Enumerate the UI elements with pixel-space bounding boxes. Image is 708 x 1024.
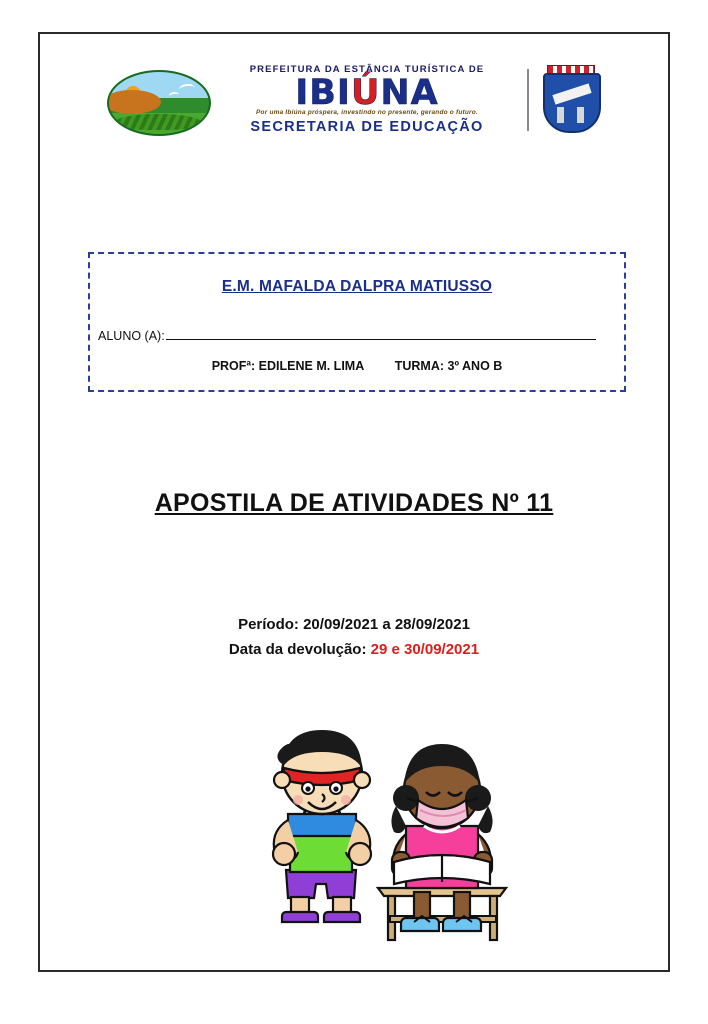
landscape-emblem-icon <box>107 64 207 136</box>
logo-text-block <box>217 62 517 138</box>
hill-shape <box>107 90 161 114</box>
bird-icon <box>178 83 195 95</box>
student-label: ALUNO (A): <box>98 329 165 343</box>
return-label: Data da devolução: <box>228 641 367 658</box>
prefeitura-logo <box>107 62 601 138</box>
shield-detail-1 <box>557 107 564 123</box>
period-value: 20/09/2021 a 28/09/2021 <box>303 616 470 633</box>
logo-slogan: Por uma Ibiúna próspera, investindo no presente, gerando o futuro. <box>256 109 478 116</box>
logo-city-accent: Ú <box>350 73 381 113</box>
coat-of-arms-icon <box>539 65 601 135</box>
school-info-box <box>88 252 626 392</box>
two-children-studying-illustration <box>228 702 528 952</box>
page-title: APOSTILA DE ATIVIDADES Nº 11 <box>154 489 554 517</box>
logo-top-line: PREFEITURA DA ESTÂNCIA TURÍSTICA DE <box>249 64 485 75</box>
logo-department: SECRETARIA DE EDUCAÇÃO <box>250 119 484 135</box>
school-name: E.M. MAFALDA DALPRA MATIUSSO <box>221 278 493 295</box>
document-header <box>40 62 668 138</box>
return-line <box>40 637 668 662</box>
logo-city-part1: IBI <box>295 73 351 113</box>
logo-city-part2: NA <box>380 73 439 113</box>
return-value: 29 e 30/09/2021 <box>370 641 480 658</box>
logo-divider <box>527 69 529 131</box>
student-input-line[interactable] <box>166 328 596 340</box>
teacher-class-row <box>90 359 624 373</box>
emblem-oval <box>107 70 211 136</box>
teacher-name: PROFª: EDILENE M. LIMA <box>211 359 364 373</box>
logo-city-name <box>217 75 517 111</box>
period-label: Período: <box>238 616 299 633</box>
class-name: TURMA: 3º ANO B <box>394 359 503 373</box>
dates-block <box>40 612 668 662</box>
bird-icon-2 <box>169 91 180 99</box>
document-sheet <box>38 32 670 972</box>
student-field-row <box>98 328 624 343</box>
shield-detail-2 <box>577 107 584 123</box>
field-shape <box>115 114 201 130</box>
shield-shape <box>543 73 601 133</box>
period-line <box>40 612 668 637</box>
